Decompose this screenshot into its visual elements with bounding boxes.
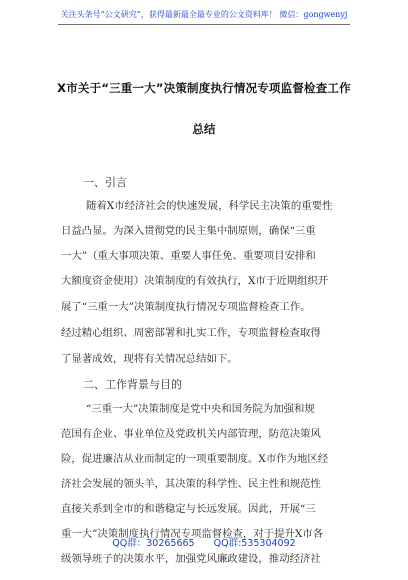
paragraph-line: “三重一大”决策制度是党中央和国务院为加强和规	[86, 403, 315, 415]
paragraph-line: 济社会发展的领头羊，其决策的科学性、民主性和规范性	[61, 478, 321, 490]
paragraph-line: 重一大”决策制度执行情况专项监督检查，对于提升X市各	[61, 528, 324, 540]
header-banner: 关注头条号“公文研究”，获得最新最全最专业的公文资料库！ 微信：gongwenyj	[60, 10, 348, 19]
paragraph-line: 范国有企业、事业单位及党政机关内部管理，防范决策风	[61, 428, 321, 440]
footer-qq-group-2: QQ群:535304092	[213, 538, 296, 549]
document-title-line-2: 总结	[192, 122, 216, 136]
paragraph-line: 一大”（重大事项决策、重要人事任免、重要项目安排和	[61, 250, 316, 262]
footer-qq-group-1: QQ群：30265665	[112, 538, 195, 549]
footer-contact	[0, 535, 408, 549]
paragraph-line: 展了“三重一大”决策制度执行情况专项监督检查工作。	[61, 301, 311, 313]
paragraph-line: 经过精心组织、周密部署和扎实工作，专项监督检查取得	[61, 327, 321, 339]
paragraph-line: 日益凸显。为深入贯彻党的民主集中制原则，确保“三重	[61, 225, 316, 237]
paragraph-line: 了显著成效，现将有关情况总结如下。	[61, 353, 238, 365]
section-heading-background: 二、工作背景与目的	[83, 378, 182, 391]
document-title-line-1: X市关于“三重一大”决策制度执行情况专项监督检查工作	[57, 81, 351, 95]
paragraph-line: 级领导班子的决策水平，加强党风廉政建设，推动经济社	[61, 553, 321, 565]
paragraph-line: 险，促进廉洁从业而制定的一项重要制度。X市作为地区经	[61, 453, 329, 465]
section-heading-introduction: 一、引言	[83, 176, 127, 189]
paragraph-line: 大额度资金使用）决策制度的有效执行，X市于近期组织开	[61, 275, 329, 287]
header-divider	[58, 24, 350, 25]
paragraph-line: 直接关系到全市的和谐稳定与长远发展。因此，开展“三	[61, 503, 316, 515]
paragraph-line: 随着X市经济社会的快速发展，科学民主决策的重要性	[86, 200, 333, 212]
